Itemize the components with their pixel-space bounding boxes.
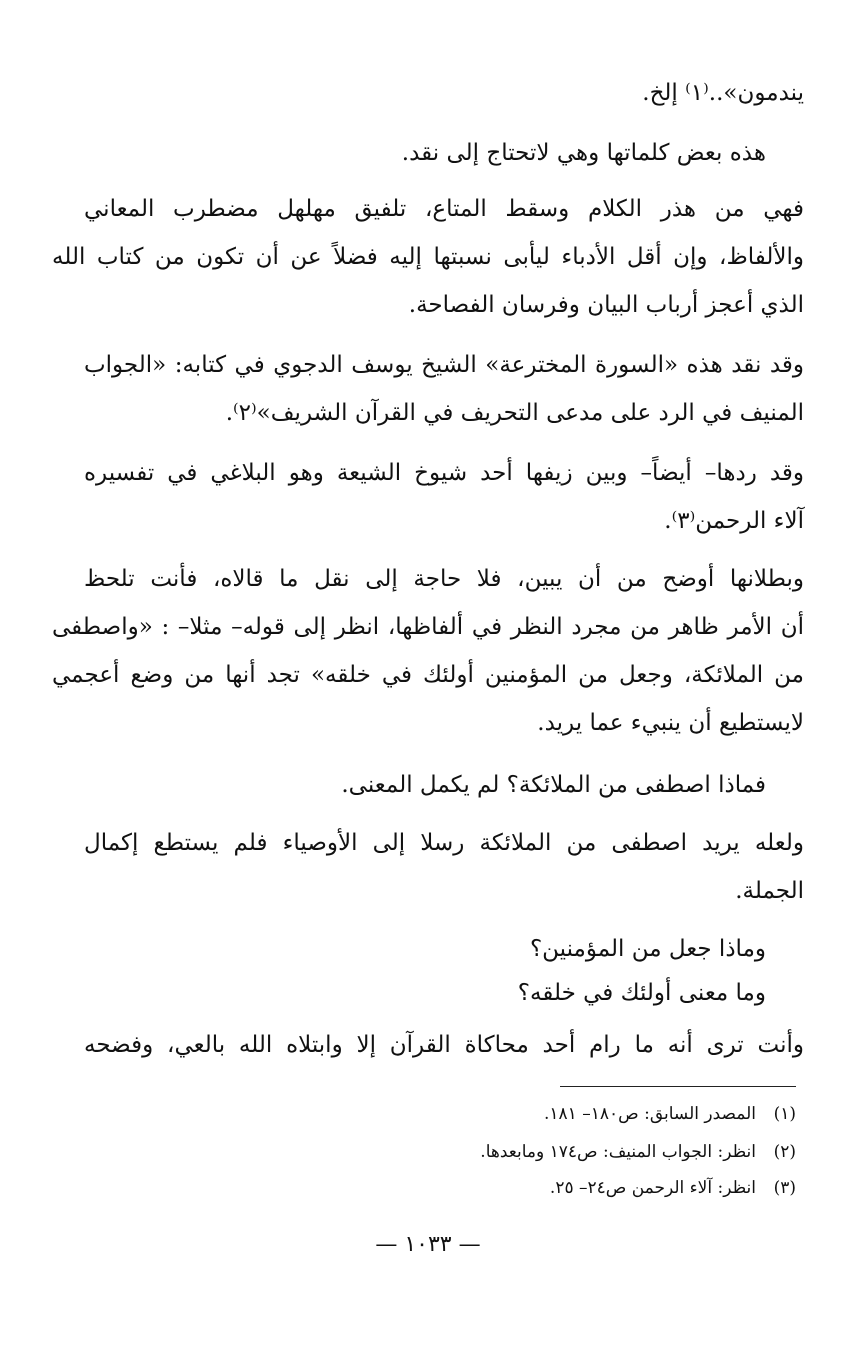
text-line: وبطلانها أوضح من أن يبين، فلا حاجة إلى نقل ما قالاه، فأنت تلحظ [84,566,804,592]
text-line: وما معنى أولئك في خلقه؟ [517,980,766,1006]
footnote-number: (٣) [773,1178,796,1198]
footnote [550,1178,796,1198]
footnote-number: (١) [773,1104,796,1124]
footnote [544,1104,796,1124]
text-line: أن الأمر ظاهر من مجرد النظر في ألفاظها، انظر إلى قوله– مثلا– : «واصطفى [52,614,804,640]
text-line: والألفاظ، وإن أقل الأدباء ليأبى نسبتها إليه فضلاً عن أن تكون من كتاب الله [52,244,804,270]
footnote-separator [560,1086,796,1087]
text-line: وقد ردها– أيضاً– وبين زيفها أحد شيوخ الشيعة وهو البلاغي في تفسيره [84,460,804,486]
text-line: المنيف في الرد على مدعى التحريف في القرآن الشريف»⁽٢⁾. [225,400,804,426]
footnote-text: انظر: الجواب المنيف: ص١٧٤ ومابعدها. [480,1142,756,1162]
footnote [480,1142,796,1162]
footnote-text: انظر: آلاء الرحمن ص٢٤– ٢٥. [549,1178,756,1198]
footnote-number: (٢) [773,1142,796,1162]
text-line: آلاء الرحمن⁽٣⁾. [664,508,804,534]
text-line: ولعله يريد اصطفى من الملائكة رسلا إلى الأوصياء فلم يستطع إكمال [84,830,804,856]
text-line: الذي أعجز أرباب البيان وفرسان الفصاحة. [408,292,804,318]
text-line: وماذا جعل من المؤمنين؟ [529,936,766,962]
text-line: فماذا اصطفى من الملائكة؟ لم يكمل المعنى. [341,772,766,798]
text-line: من الملائكة، وجعل من المؤمنين أولئك في خلقه» تجد أنها من وضع أعجمي [52,662,804,688]
text-line: فهي من هذر الكلام وسقط المتاع، تلفيق مهلهل مضطرب المعاني [84,196,804,222]
footnote-text: المصدر السابق: ص١٨٠– ١٨١. [544,1104,756,1124]
text-line: لايستطيع أن ينبيء عما يريد. [537,710,804,736]
text-line: وقد نقد هذه «السورة المخترعة» الشيخ يوسف الدجوي في كتابه: «الجواب [84,352,804,378]
text-line: يندمون»..⁽١⁾ إلخ. [642,80,804,106]
text-line: هذه بعض كلماتها وهي لاتحتاج إلى نقد. [401,140,766,166]
text-line: الجملة. [735,878,804,904]
page-number: — ١٠٣٣ — [375,1232,481,1257]
text-line: وأنت ترى أنه ما رام أحد محاكاة القرآن إلا وابتلاه الله بالعي، وفضحه [84,1032,804,1058]
